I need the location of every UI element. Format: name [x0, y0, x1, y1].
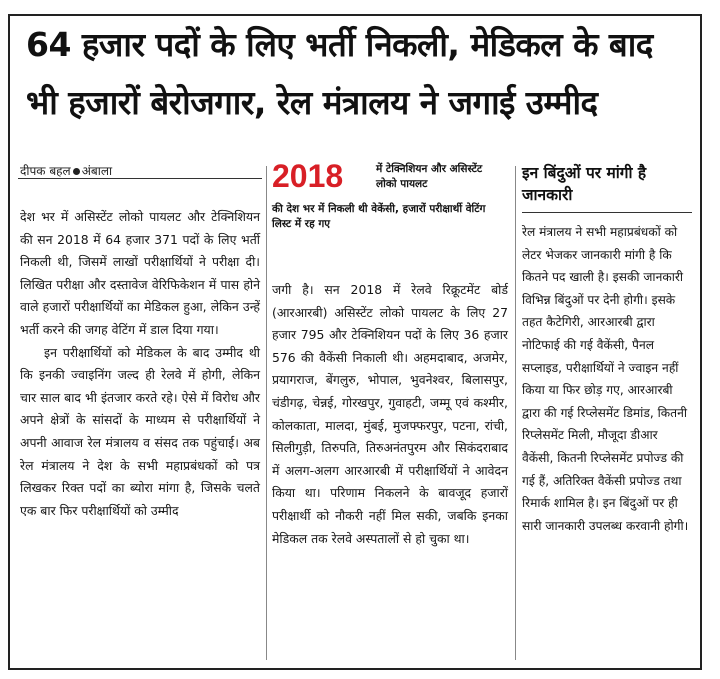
sidebar-rule [522, 212, 692, 213]
byline [20, 162, 112, 179]
column-divider-2 [515, 166, 516, 660]
sidebar-box [522, 162, 692, 537]
adjacent-article-edge [702, 0, 720, 679]
paragraph-1: देश भर में असिस्टेंट लोको पायलट और टेक्निशियन की सन 2018 में 64 हजार 371 पदों के लिए भर्ती निकली थी, जिसमें लाखों परीक्षार्थियों ने परीक्षा दी। लिखित परीक्षा और दस्तावेज वेरिफिकेशन में पास होने वाले हजारों परीक्षार्थियों का मेडिकल हुआ, लेकिन उन्हें भर्ती करने की जगह वेटिंग में डाल दिया गया। [20, 209, 260, 337]
byline-place: अंबाला [81, 164, 113, 178]
sidebar-title: इन बिंदुओं पर मांगी है जानकारी [522, 164, 647, 204]
callout-year: 2018 [272, 158, 344, 194]
paragraph-3: जगी है। सन 2018 में रेलवे रिक्रूटमेंट बोर्ड (आरआरबी) असिस्टेंट लोको पायलट के लिए 27 हजार 795 और टेक्निशियन पदों के लिए 36 हजार 576 की वैकेंसी निकाली थी। अहमदाबाद, अजमेर, प्रयागराज, बेंगलुरु, भोपाल, भुवनेश्वर, बिलासपुर, चंडीगढ़, चेन्नई, गोरखपुर, गुवाहटी, जम्मू एवं कश्मीर, कोलकाता, मालदा, मुंबई, मुजफ्फरपुर, पटना, रांची, सिलीगुड़ी, तिरुपति, तिरुअनंतपुरम और सिकंदराबाद में अलग-अलग आरआरबी में परीक्षार्थियों ने आवेदन किया था। परिणाम निकलने के बावजूद हजारों परीक्षार्थी को नौकरी नहीं मिल सकी, जबकि इनका मेडिकल तक रेलवे अस्पतालों से हो चुका था। [272, 282, 508, 546]
news-clipping [8, 14, 702, 670]
headline-line-1: 64 हजार पदों के लिए भर्ती निकली, मेडिकल के बाद [26, 25, 653, 64]
article-column-2 [272, 279, 508, 550]
sidebar-body: रेल मंत्रालय ने सभी महाप्रबंधकों को लेटर भेजकर जानकारी मांगी है कि कितने पद खाली है। इसकी जानकारी विभिन्न बिंदुओं पर देनी होगी। इसके तहत कैटेगिरी, आरआरबी द्वारा नोटिफाई की गई वैकेंसी, पैनल सप्लाइड, परीक्षार्थियों ने ज्वाइन नहीं किया या फिर छोड़ गए, आरआरबी द्वारा की गई रिप्लेसमेंट डिमांड, कितनी रिप्लेसमेंट मिली, मौजूदा डीआर वैकेंसी, कितनी रिप्लेसमेंट प्रपोज्ड की गई हैं, अतिरिक्त वैकेंसी प्रपोज्ड तथा रिमार्क शामिल है। इन बिंदुओं पर ही सारी जानकारी उपलब्ध करवानी होगी। [522, 225, 689, 533]
byline-name: दीपक बहल [20, 164, 71, 178]
headline-line-2: भी हजारों बेरोजगार, रेल मंत्रालय ने जगाई उम्मीद [26, 83, 598, 122]
article-column-1 [20, 206, 260, 522]
headline [26, 16, 686, 132]
byline-dot-icon [73, 168, 80, 175]
byline-rule [18, 178, 262, 179]
paragraph-2: इन परीक्षार्थियों को मेडिकल के बाद उम्मीद थी कि इनकी ज्वाइनिंग जल्द ही रेलवे में होगी, लेकिन चार साल बाद भी इंतजार करते रहे। ऐसे में विरोध और अपने क्षेत्रों के सांसदों के माध्यम से परीक्षार्थियों ने अपनी आवाज रेल मंत्रालय व संसद तक पहुंचाई। अब रेल मंत्रालय ने देश के सभी महाप्रबंधकों को पत्र लिखकर रिक्त पदों का ब्योरा मांगा है, जिसके चलते एक बार फिर परीक्षार्थियों को उम्मीद [20, 344, 260, 518]
callout-text-right: में टेक्निशियन और असिस्टेंट लोको पायलट [376, 163, 483, 190]
callout-text-full: की देश भर में निकली थी वेकेंसी, हजारों परीक्षार्थी वेटिंग लिस्ट में रह गए [272, 203, 486, 230]
column-divider-1 [266, 166, 267, 660]
